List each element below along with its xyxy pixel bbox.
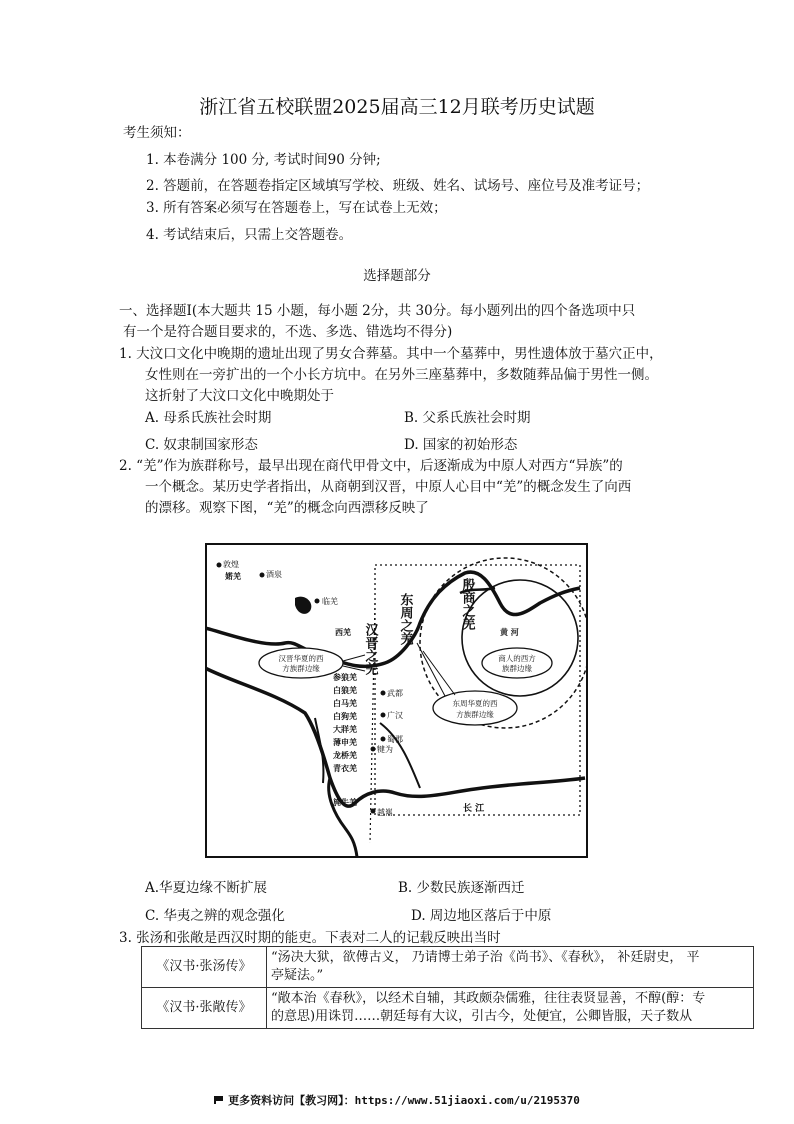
callout-shang: 族群边缘	[502, 664, 532, 673]
quote-line: “汤决大狱，欲傅古义， 乃请博士弟子治《尚书》、《春秋》， 补廷尉史， 平	[271, 950, 700, 965]
q2-stem: 2. “羌”作为族群称号，最早出现在商代甲骨文中，后逐渐成为中原人对西方“异族”的	[119, 458, 623, 474]
tribe-label: 参狼羌	[333, 672, 357, 682]
tribe-label: 旄牛羌	[333, 797, 357, 807]
place-shaoqiang: 婼羌	[225, 571, 241, 581]
region-label-han-jin: 汉晋之羌	[362, 623, 378, 675]
table-row	[142, 947, 754, 988]
callout-dongzhou: 方族群边缘	[456, 710, 494, 719]
footer-link[interactable]	[0, 1092, 794, 1108]
q1-option-a[interactable]: A. 母系氏族社会时期	[145, 410, 272, 426]
table-row	[142, 988, 754, 1029]
q1-option-b[interactable]: B. 父系氏族社会时期	[404, 410, 531, 426]
notice-item: 2. 答题前，在答题卷指定区域填写学校、班级、姓名、试场号、座位号及准考证号；	[146, 178, 650, 194]
quote-cell	[267, 988, 754, 1029]
tribe-label: 青衣羌	[333, 763, 357, 773]
yellow-river-label: 黄 河	[500, 627, 519, 637]
section-title: 选择题部分	[363, 268, 431, 284]
q1-stem: 1. 大汶口文化中晚期的遗址出现了男女合葬墓。其中一个墓葬中，男性遗体放于墓穴正中，	[119, 346, 663, 362]
callout-dongzhou: 东周华夏的西	[452, 699, 498, 708]
page-title: 浙江省五校联盟2025届高三12月联考历史试题	[199, 96, 595, 118]
part1-instructions: 一、选择题Ⅰ(本大题共 15 小题，每小题 2分，共 30分。每小题列出的四个备选项中只	[119, 303, 636, 319]
tribe-label: 大牂羌	[333, 724, 357, 734]
notice-heading: 考生须知：	[123, 125, 191, 141]
place-qianwei: 犍为	[377, 745, 393, 754]
q1-stem: 女性则在一旁扩出的一个小长方坑中。在另外三座墓葬中，多数随葬品偏于男性一侧。	[145, 367, 658, 383]
notice-item: 4. 考试结束后，只需上交答题卷。	[146, 227, 353, 243]
qiang-migration-map	[205, 543, 588, 858]
place-guanghan: 广汉	[387, 711, 403, 720]
region-label-dong-zhou: 东周之羌	[397, 593, 413, 645]
place-yueguo: 越嶲	[377, 808, 393, 817]
notice-item: 3. 所有答案必须写在答题卷上，写在试卷上无效；	[146, 200, 447, 216]
q3-stem: 3. 张汤和张敞是西汉时期的能吏。下表对二人的记载反映出当时	[119, 930, 501, 946]
notice-item: 1. 本卷满分 100 分, 考试时间90 分钟;	[146, 152, 381, 168]
q1-stem: 这折射了大汶口文化中晚期处于	[145, 388, 334, 404]
quote-cell	[267, 947, 754, 988]
yangtze-label: 长 江	[463, 804, 485, 814]
place-wudu: 武都	[387, 689, 403, 698]
q2-stem: 的漂移。观察下图，“羌”的概念向西漂移反映了	[145, 500, 429, 516]
quote-line: 亭疑法。”	[271, 968, 324, 983]
source-cell: 《汉书·张敞传》	[142, 988, 267, 1029]
q2-option-a[interactable]: A.华夏边缘不断扩展	[145, 880, 268, 896]
tribe-label: 白马羌	[333, 698, 357, 708]
callout-hanjin: 汉晋华夏的西	[278, 654, 324, 663]
callout-hanjin: 方族群边缘	[282, 664, 320, 673]
q2-stem: 一个概念。某历史学者指出，从商朝到汉晋，中原人心目中“羌”的概念发生了向西	[145, 479, 632, 495]
region-label-yin-shang: 殷商之羌	[459, 578, 475, 630]
quote-line: “敞本治《春秋》，以经术自辅，其政颇杂儒雅，往往表贤显善，不醇(醇：专	[271, 991, 706, 1006]
q2-option-c[interactable]: C. 华夷之辨的观念强化	[145, 908, 285, 924]
place-shujun: 蜀郡	[387, 735, 403, 744]
q1-option-d[interactable]: D. 国家的初始形态	[404, 437, 518, 453]
place-dunhuang: 敦煌	[223, 560, 239, 569]
q2-option-d[interactable]: D. 周边地区落后于中原	[411, 908, 552, 924]
place-jiuquan: 酒泉	[266, 570, 282, 579]
q1-option-c[interactable]: C. 奴隶制国家形态	[145, 437, 258, 453]
q2-option-b[interactable]: B. 少数民族逐渐西迁	[398, 880, 525, 896]
flag-icon	[214, 1096, 224, 1104]
place-xiqiang: 西羌	[335, 627, 351, 637]
tribe-label: 龙桥羌	[333, 750, 357, 760]
place-linqiang: 临羌	[322, 597, 338, 606]
tribe-label: 白狼羌	[333, 685, 357, 695]
tribe-label: 薄申羌	[333, 737, 357, 747]
quote-line: 的意思)用诛罚……朝廷每有大议，引古今，处便宜，公卿皆服，天子数从	[271, 1009, 693, 1024]
source-cell: 《汉书·张汤传》	[142, 947, 267, 988]
tribe-label: 白狗羌	[333, 711, 357, 721]
part1-instructions-cont: 有一个是符合题目要求的，不选、多选、错选均不得分)	[123, 324, 453, 340]
footer-text[interactable]: 更多资料访问【教习网】：https://www.51jiaoxi.com/u/2195370	[228, 1094, 580, 1107]
callout-shang: 商人的西方	[498, 654, 536, 663]
q3-record-table	[141, 946, 754, 1029]
